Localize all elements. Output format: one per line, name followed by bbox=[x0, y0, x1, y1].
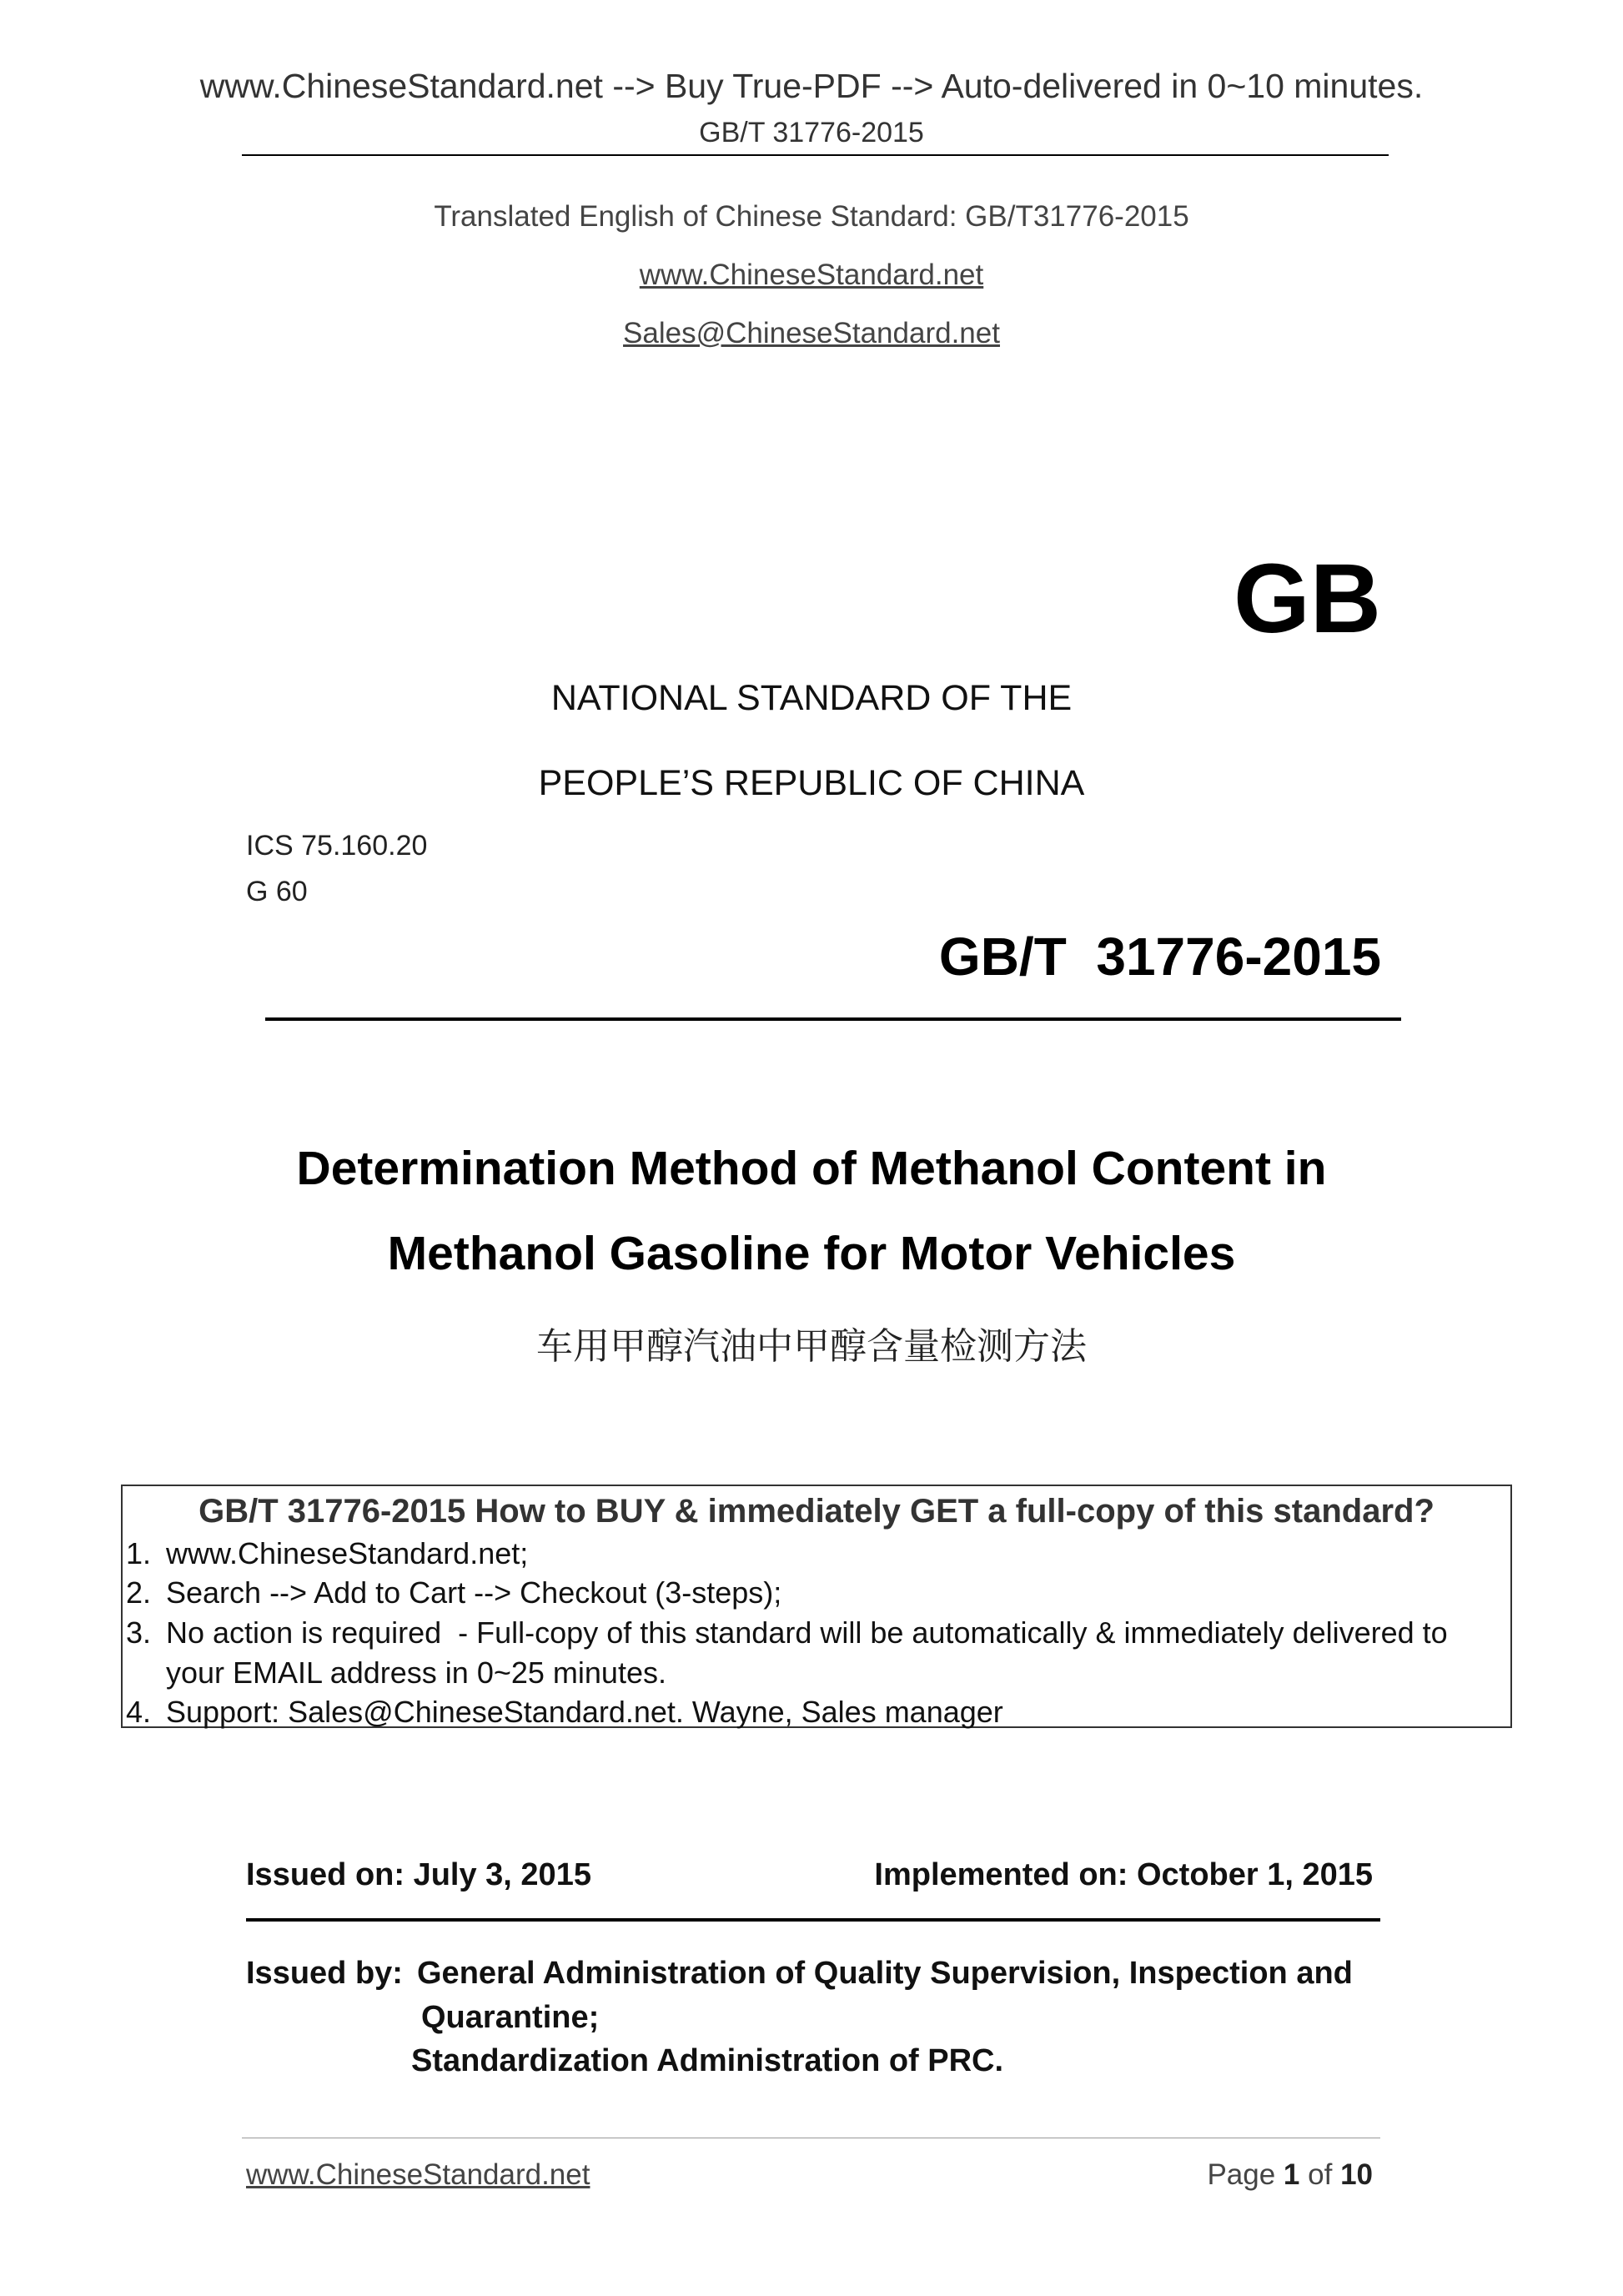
purchase-step bbox=[126, 1615, 1448, 1650]
translated-notice: Translated English of Chinese Standard: GB/T31776-2015 bbox=[434, 200, 1189, 233]
purchase-info-box bbox=[121, 1485, 1512, 1728]
page-current: 1 bbox=[1283, 2158, 1300, 2191]
national-standard-line1: NATIONAL STANDARD OF THE bbox=[550, 678, 1073, 718]
page-prefix: Page bbox=[1207, 2158, 1276, 2191]
header-standard-code: GB/T 31776-2015 bbox=[699, 117, 924, 148]
purchase-step bbox=[126, 1575, 781, 1610]
issued-on-date: Issued on: July 3, 2015 bbox=[246, 1857, 591, 1892]
title-line1: Determination Method of Methanol Content in bbox=[296, 1142, 1327, 1195]
national-standard-line2: PEOPLE’S REPUBLIC OF CHINA bbox=[538, 763, 1085, 803]
sales-email-link[interactable]: Sales@ChineseStandard.net bbox=[623, 317, 1000, 349]
step-number: 3. bbox=[126, 1615, 152, 1650]
issuer-2: Standardization Administration of PRC. bbox=[411, 2043, 1004, 2078]
step-text: Support: Sales@ChineseStandard.net. Wayne, Sales manager bbox=[166, 1695, 1003, 1729]
step-number: 2. bbox=[126, 1575, 152, 1610]
standard-number-divider bbox=[265, 1017, 1401, 1021]
classification-code: G 60 bbox=[246, 876, 308, 907]
issuer-1-line1: General Administration of Quality Supervision, Inspection and bbox=[417, 1956, 1353, 1991]
title-line2: Methanol Gasoline for Motor Vehicles bbox=[387, 1227, 1236, 1280]
implemented-on-date: Implemented on: October 1, 2015 bbox=[874, 1857, 1373, 1892]
issued-by-label: Issued by: bbox=[246, 1956, 403, 1991]
issuer-1-line2: Quarantine; bbox=[421, 2000, 600, 2035]
step-text: your EMAIL address in 0~25 minutes. bbox=[166, 1655, 666, 1690]
step-number: 4. bbox=[126, 1695, 152, 1729]
dates-divider bbox=[246, 1918, 1380, 1922]
purchase-heading: GB/T 31776-2015 How to BUY & immediately GET a full-copy of this standard? bbox=[198, 1493, 1435, 1530]
page-of: of bbox=[1308, 2158, 1333, 2191]
step-text: Search --> Add to Cart --> Checkout (3-steps); bbox=[166, 1575, 782, 1610]
footer-site-link[interactable]: www.ChineseStandard.net bbox=[246, 2158, 590, 2191]
page-total: 10 bbox=[1340, 2158, 1373, 2191]
ics-code: ICS 75.160.20 bbox=[246, 830, 428, 862]
step-text: No action is required - Full-copy of this standard will be automatically & immediately delivered to bbox=[166, 1615, 1448, 1650]
gb-mark: GB bbox=[1234, 544, 1381, 654]
step-text: www.ChineseStandard.net; bbox=[166, 1536, 529, 1570]
standard-number: GB/T 31776-2015 bbox=[938, 927, 1381, 987]
header-divider bbox=[242, 154, 1389, 156]
page-indicator bbox=[1207, 2158, 1373, 2192]
step-number: 1. bbox=[126, 1536, 152, 1570]
title-chinese: 车用甲醇汽油中甲醇含量检测方法 bbox=[536, 1325, 1087, 1368]
purchase-step-continuation bbox=[126, 1655, 666, 1691]
top-banner: www.ChineseStandard.net --> Buy True-PDF --> Auto-delivered in 0~10 minutes. bbox=[199, 67, 1424, 105]
purchase-step bbox=[126, 1536, 528, 1571]
purchase-step bbox=[126, 1695, 1003, 1730]
site-link[interactable]: www.ChineseStandard.net bbox=[639, 259, 984, 291]
